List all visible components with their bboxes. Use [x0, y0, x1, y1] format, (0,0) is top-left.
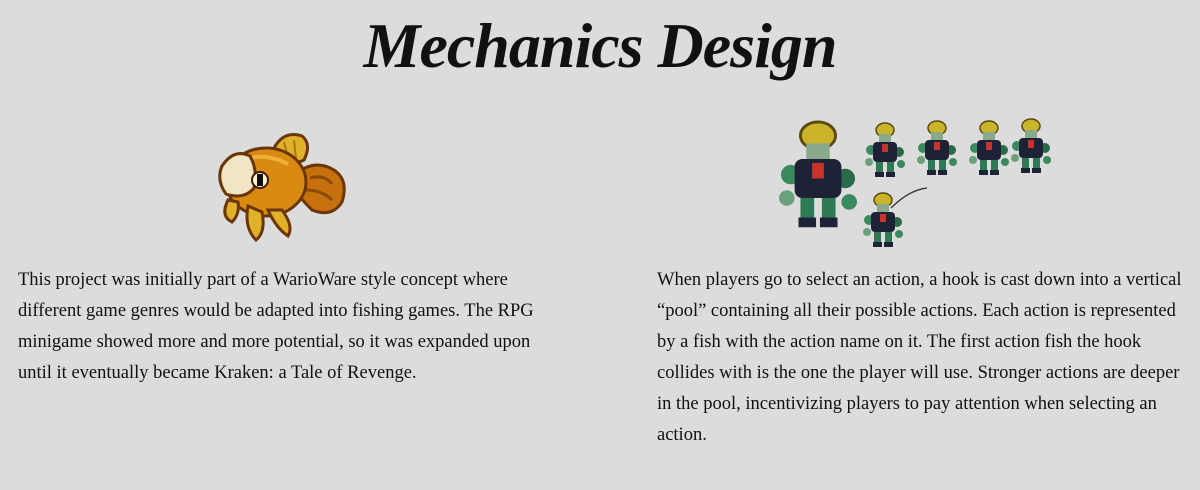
intro-paragraph: This project was initially part of a WarioWare style concept where different game genres would be adapted into fishing games. The RPG minigame showed more and more potential, so it was expanded upon until it eventually became Kraken: a Tale of Revenge. [18, 270, 534, 383]
page-title: Mechanics Design [363, 10, 837, 81]
pixel-goldfish-icon [214, 130, 350, 246]
mechanics-paragraph: When players go to select an action, a hook is cast down into a vertical “pool” containing all their possible actions. Each action is represented by a fish with the action name on it. The first action fish the hook collides with is the one the player will use. Stronger actions are deeper in the pool, incentivizing players to pay attention when selecting an action. [657, 270, 1182, 445]
pixel-fisherman-sprites-icon [779, 116, 1059, 254]
